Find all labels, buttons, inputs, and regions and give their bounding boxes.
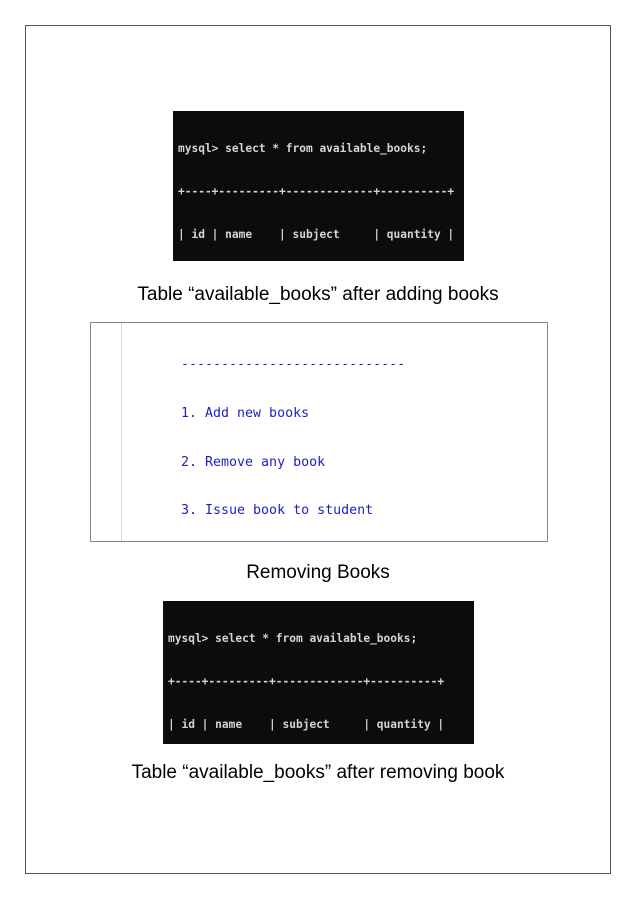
terminal-line: mysql> select * from available_books; <box>178 142 428 156</box>
console-gutter <box>121 323 122 541</box>
console-screenshot <box>90 322 548 542</box>
console-text <box>127 325 487 542</box>
menu-divider: ---------------------------- <box>181 357 406 373</box>
menu-item: 3. Issue book to student <box>181 503 374 519</box>
caption-after-removing: Table “available_books” after removing book <box>131 762 505 783</box>
terminal-screenshot-after <box>163 601 474 744</box>
terminal-line: +----+---------+-------------+----------+ <box>168 675 445 688</box>
caption-after-adding: Table “available_books” after adding books <box>137 284 499 305</box>
terminal-line: | id | name | subject | quantity | <box>168 717 445 731</box>
terminal-line: | id | name | subject | quantity | <box>178 227 455 241</box>
menu-item: 1. Add new books <box>181 406 310 421</box>
menu-item: 2. Remove any book <box>181 454 326 470</box>
caption-removing-books: Removing Books <box>246 562 390 583</box>
terminal-line: +----+---------+-------------+----------+ <box>178 185 455 198</box>
terminal-line: mysql> select * from available_books; <box>168 632 418 646</box>
terminal-screenshot-before <box>173 111 464 261</box>
